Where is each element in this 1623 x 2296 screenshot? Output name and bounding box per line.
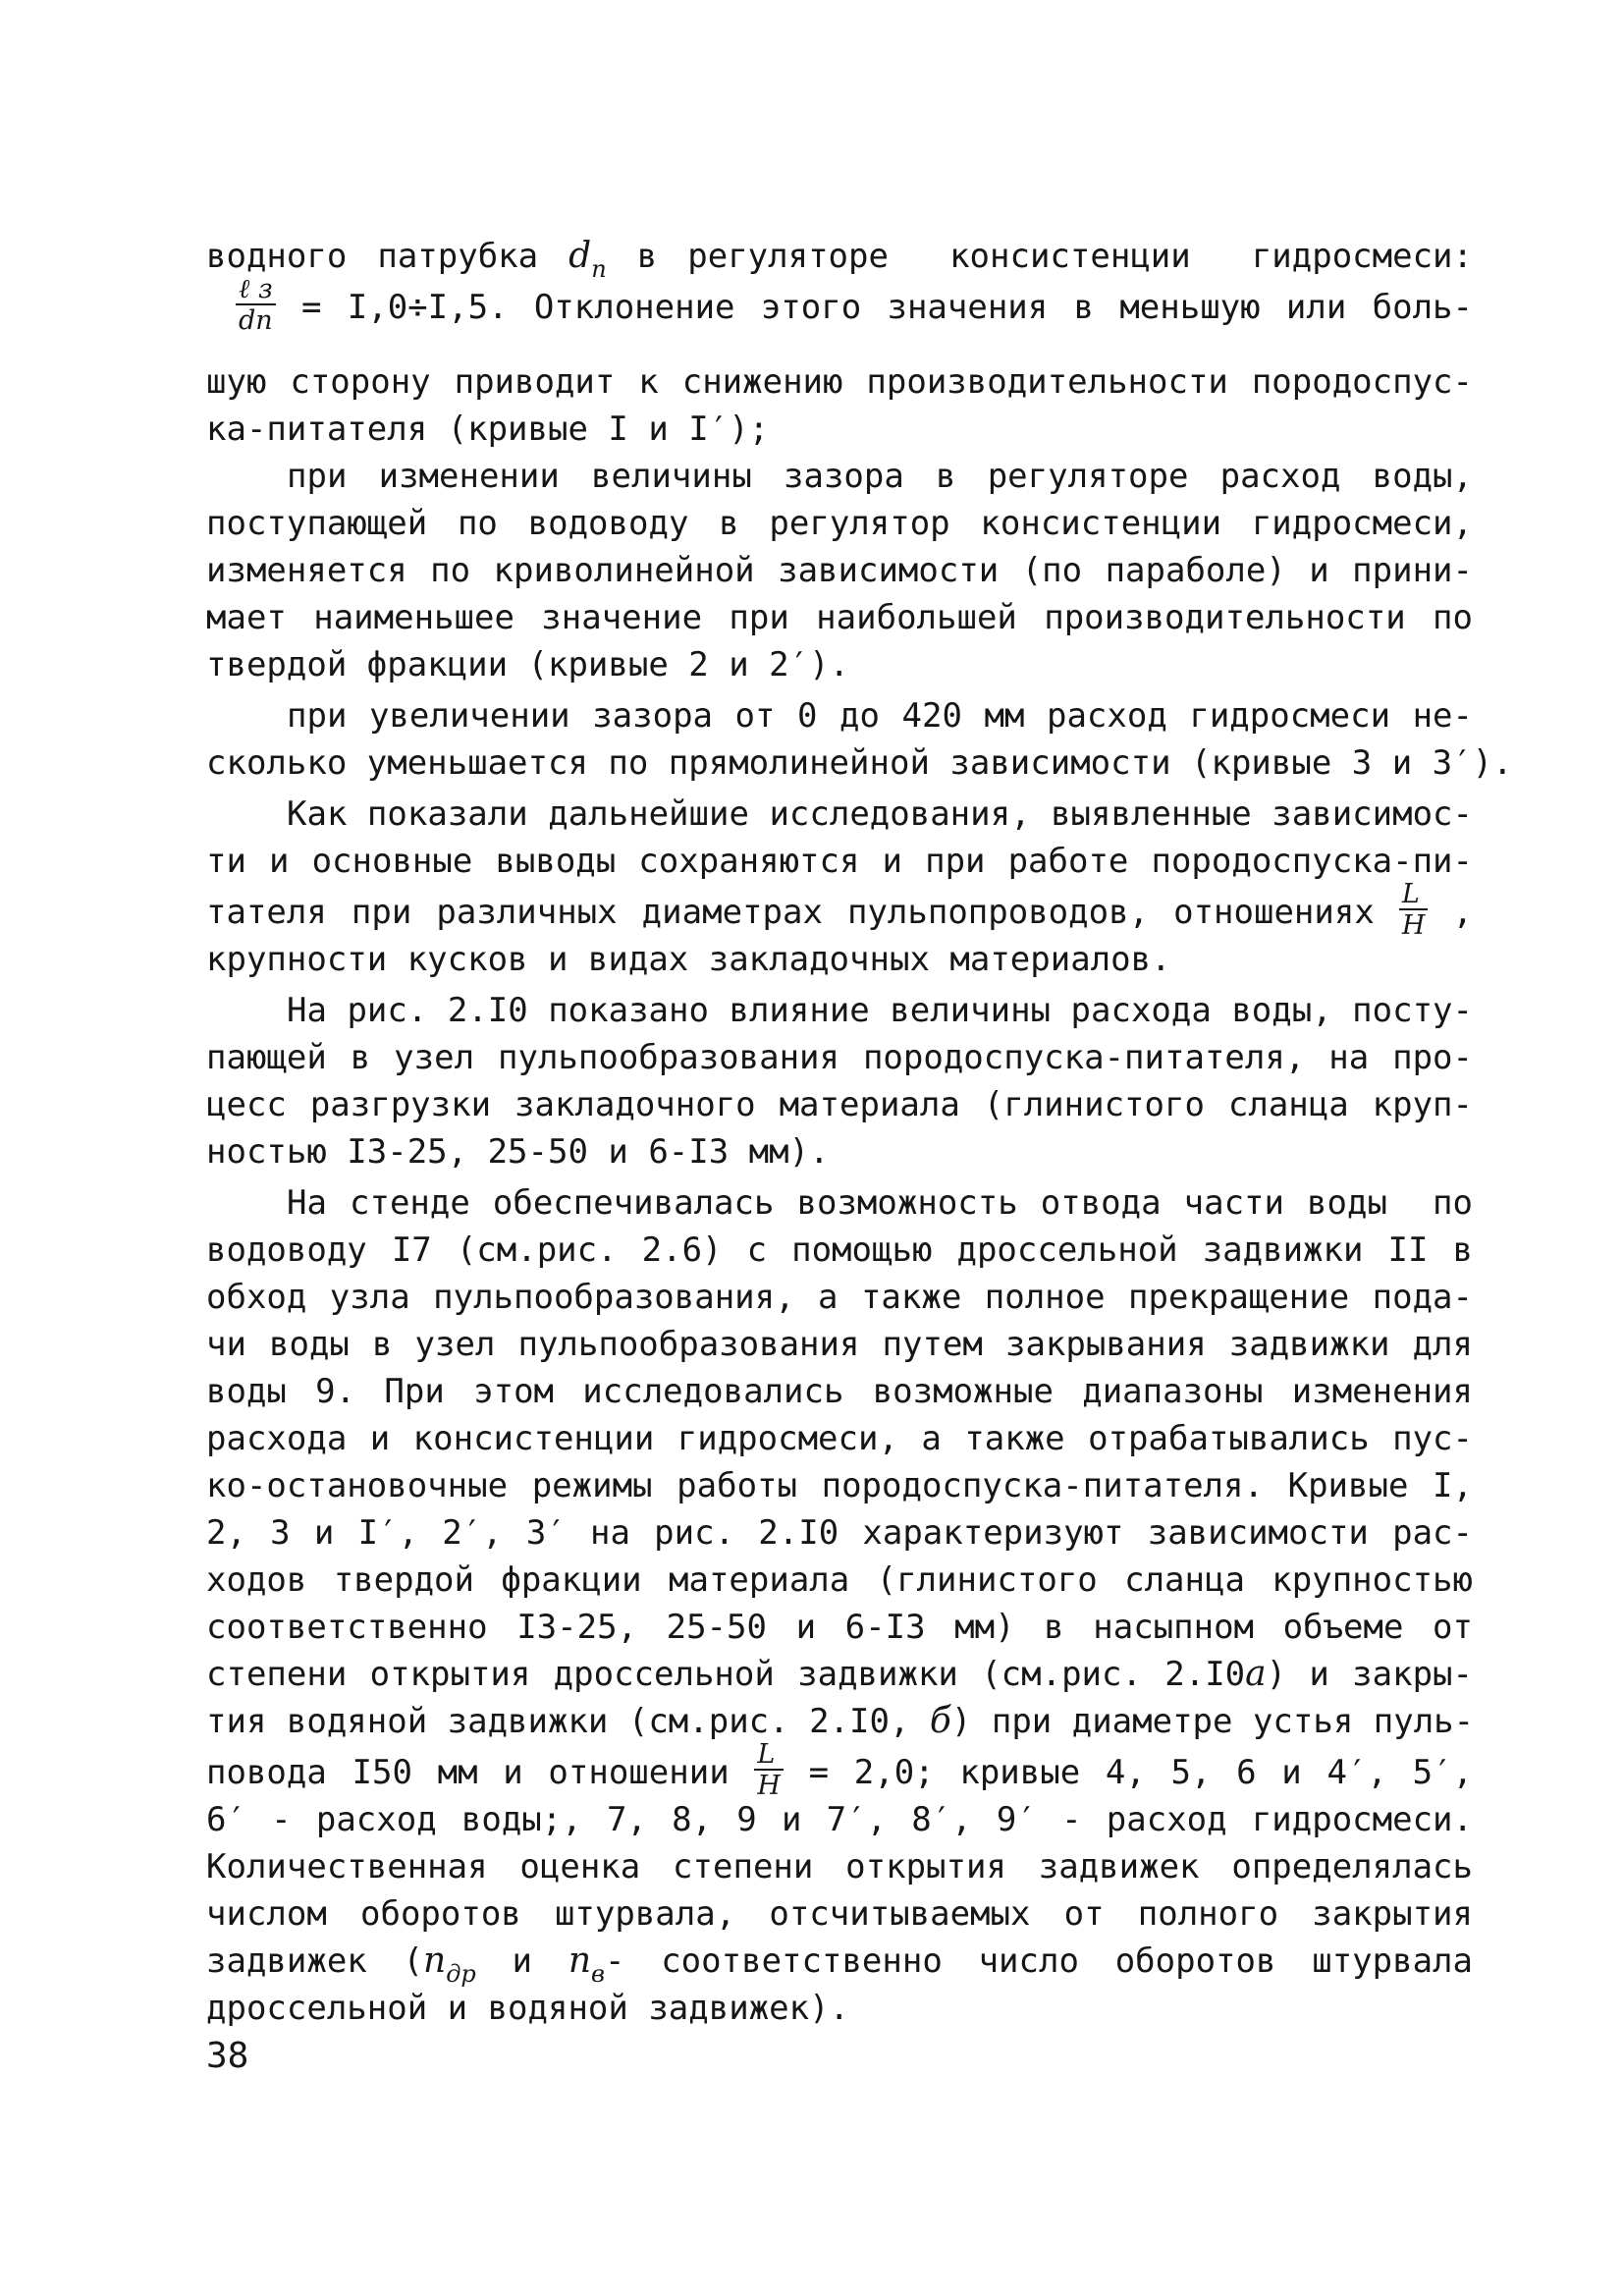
text-line: ти и основные выводы сохраняются и при работе породоспуска-пи-: [206, 842, 1473, 881]
text-line: тателя при различных диаметрах пульпопроводов, отношениях $\frac{L}{H}$ ,: [206, 879, 1473, 941]
text-line: числом оборотов штурвала, отсчитываемых от полного закрытия: [206, 1894, 1473, 1934]
text-line: ко-остановочные режимы работы породоспуска-питателя. Кривые I,: [206, 1466, 1473, 1505]
symbol-b: б: [929, 1701, 951, 1741]
text-line: 2, 3 и I′, 2′, 3′ на рис. 2.I0 характеризуют зависимости рас-: [206, 1513, 1473, 1553]
symbol-n: n: [423, 1941, 447, 1981]
text-line: 6′ - расход воды;, 7, 8, 9 и 7′, 8′, 9′ - расход гидросмеси.: [206, 1800, 1473, 1839]
text-line: чи воды в узел пульпообразования путем закрывания задвижки для: [206, 1325, 1473, 1364]
text-line: мает наименьшее значение при наибольшей производительности по: [206, 598, 1473, 637]
text-line: степени открытия дроссельной задвижки (см.рис. 2.I0a) и закры-: [206, 1654, 1473, 1694]
text-line: тия водяной задвижки (см.рис. 2.I0, б) при диаметре устья пуль-: [206, 1701, 1475, 1741]
text-line: обход узла пульпообразования, а также полное прекращение пода-: [206, 1278, 1473, 1317]
text-line: изменяется по криволинейной зависимости (по параболе) и прини-: [206, 551, 1473, 590]
fraction: $\frac{\text{ℓз}}{dп}$: [236, 276, 276, 334]
symbol-a: a: [1245, 1654, 1267, 1694]
text-line: Как показали дальнейшие исследования, выявленные зависимос-: [287, 794, 1473, 834]
text-line: ходов твердой фракции материала (глинистого сланца крупностью: [206, 1560, 1473, 1600]
text-line: шую сторону приводит к снижению производительности породоспус-: [206, 362, 1473, 402]
text-line: На рис. 2.I0 показано влияние величины расхода воды, посту-: [287, 991, 1473, 1030]
text-line: сколько уменьшается по прямолинейной зависимости (кривые 3 и 3′).: [206, 743, 1513, 783]
text-line: водного патрубка $d_п$ в регуляторе консистенции гидросмеси:: [206, 236, 1473, 283]
text-line: дроссельной и водяной задвижек).: [206, 1989, 850, 2028]
text-line: соответственно I3-25, 25-50 и 6-I3 мм) в насыпном объеме от: [206, 1608, 1473, 1647]
text-line: пающей в узел пульпообразования породоспуска-питателя, на про-: [206, 1038, 1473, 1077]
text-line: ностью I3-25, 25-50 и 6-I3 мм).: [206, 1132, 830, 1172]
text-line: Количественная оценка степени открытия задвижек определялась: [206, 1847, 1473, 1886]
text-line: цесс разгрузки закладочного материала (глинистого сланца круп-: [206, 1085, 1473, 1124]
text-line: при изменении величины зазора в регуляторе расход воды,: [287, 457, 1473, 496]
fraction: $\frac{L}{H}$: [1399, 881, 1429, 939]
page-number: 38: [206, 2036, 249, 2076]
fraction: $\frac{L}{H}$: [754, 1741, 784, 1799]
text-line: ка-питателя (кривые I и I′);: [206, 410, 770, 449]
symbol-n: n: [568, 1941, 591, 1981]
text-line: повода I50 мм и отношении $\frac{L}{H}$ = 2,0; кривые 4, 5, 6 и 4′, 5′,: [206, 1739, 1473, 1801]
text-line: крупности кусков и видах закладочных материалов.: [206, 940, 1171, 979]
text-line: задвижек ($n_{др}$ и $n_в-$ соответственно число оборотов штурвала: [206, 1941, 1473, 1988]
text-line: водоводу I7 (см.рис. 2.6) с помощью дроссельной задвижки II в: [206, 1230, 1473, 1270]
text-line: при увеличении зазора от 0 до 420 мм расход гидросмеси не-: [287, 696, 1473, 736]
symbol-d: d: [568, 236, 592, 276]
text-line: воды 9. При этом исследовались возможные диапазоны изменения: [206, 1372, 1473, 1411]
text-line: $\frac{\text{ℓз}}{dп}$ = I,0÷I,5. Отклонение этого значения в меньшую или боль-: [236, 280, 1473, 327]
text-line: расхода и консистенции гидросмеси, а также отрабатывались пус-: [206, 1419, 1473, 1458]
text-line: На стенде обеспечивалась возможность отвода части воды по: [287, 1183, 1473, 1223]
text-line: твердой фракции (кривые 2 и 2′).: [206, 645, 850, 684]
text-line: поступающей по водоводу в регулятор консистенции гидросмеси,: [206, 504, 1473, 543]
